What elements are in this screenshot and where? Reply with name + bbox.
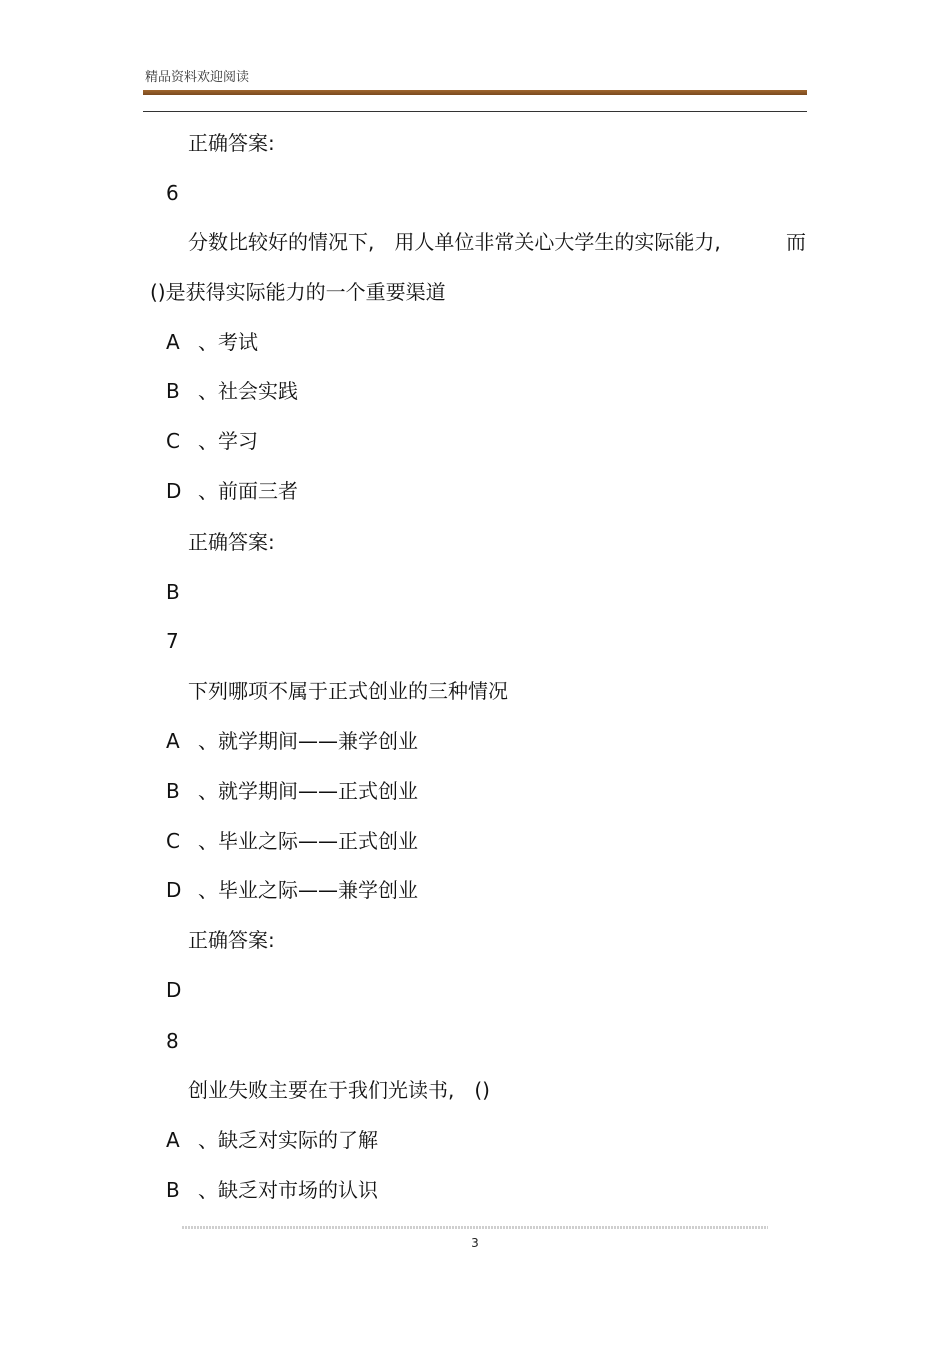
option-letter: B bbox=[166, 779, 180, 803]
option-letter: C bbox=[166, 829, 180, 853]
option-b bbox=[166, 1177, 378, 1203]
option-a bbox=[166, 329, 258, 355]
answer-label: 正确答案: bbox=[188, 131, 275, 155]
option-text: 、社会实践 bbox=[198, 379, 298, 403]
option-a bbox=[166, 728, 418, 754]
answer-value: D bbox=[166, 978, 182, 1002]
answer-label: 正确答案: bbox=[188, 530, 275, 554]
question-number: 6 bbox=[166, 181, 179, 205]
option-letter: A bbox=[166, 1128, 180, 1152]
option-letter: B bbox=[166, 379, 180, 403]
option-letter: A bbox=[166, 330, 180, 354]
question-text-end: 而 bbox=[786, 230, 806, 254]
option-text: 、就学期间——兼学创业 bbox=[198, 729, 418, 753]
option-c bbox=[166, 828, 418, 854]
option-d bbox=[166, 478, 298, 504]
option-letter: A bbox=[166, 729, 180, 753]
option-letter: C bbox=[166, 429, 180, 453]
option-b bbox=[166, 778, 418, 804]
header-rule-thin bbox=[143, 111, 807, 112]
question-text: 分数比较好的情况下, 用人单位非常关心大学生的实际能力, bbox=[188, 230, 721, 254]
option-text: 、毕业之际——兼学创业 bbox=[198, 878, 418, 902]
option-a bbox=[166, 1127, 378, 1153]
option-text: 、学习 bbox=[198, 429, 258, 453]
answer-value: B bbox=[166, 580, 180, 604]
footer-rule bbox=[182, 1226, 768, 1229]
option-letter: B bbox=[166, 1178, 180, 1202]
question-number: 8 bbox=[166, 1029, 179, 1053]
option-letter: D bbox=[166, 479, 182, 503]
option-text: 、缺乏对实际的了解 bbox=[198, 1128, 378, 1152]
page-number: 3 bbox=[471, 1236, 479, 1250]
option-text: 、就学期间——正式创业 bbox=[198, 779, 418, 803]
option-text: 、缺乏对市场的认识 bbox=[198, 1178, 378, 1202]
question-number: 7 bbox=[166, 629, 179, 653]
header-text: 精品资料欢迎阅读 bbox=[145, 70, 250, 85]
option-letter: D bbox=[166, 878, 182, 902]
header-rule-thick bbox=[143, 90, 807, 95]
option-text: 、考试 bbox=[198, 330, 258, 354]
question-text: 下列哪项不属于正式创业的三种情况 bbox=[188, 679, 508, 703]
option-c bbox=[166, 428, 258, 454]
answer-label: 正确答案: bbox=[188, 928, 275, 952]
question-text: 创业失败主要在于我们光读书, () bbox=[188, 1078, 490, 1102]
option-d bbox=[166, 877, 418, 903]
question-text-cont: ()是获得实际能力的一个重要渠道 bbox=[150, 280, 446, 304]
option-text: 、毕业之际——正式创业 bbox=[198, 829, 418, 853]
option-text: 、前面三者 bbox=[198, 479, 298, 503]
option-b bbox=[166, 378, 298, 404]
